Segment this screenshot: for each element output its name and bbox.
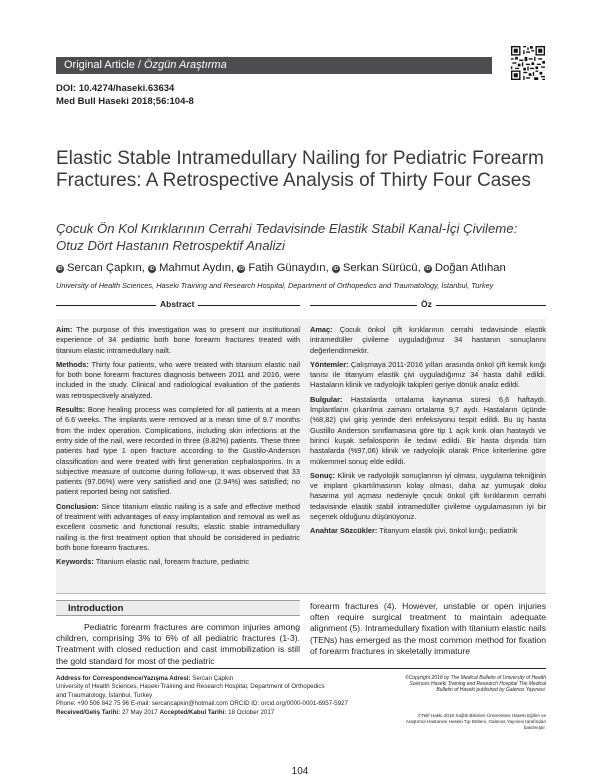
abstract-methods: Methods: Thirty four patients, who were treated with titanium elastic nail for both bone forearm fractures diagnosis between 2011 and 2016, were included in the study. Clinical and radiological evaluation of the patients was retrospectively analyzed. bbox=[56, 359, 301, 400]
article-type-en: Original Article bbox=[64, 59, 135, 71]
copyright-english: ©Copyright 2018 by The Medical Bulletin of University of Health Sciences Haseki Training and Research Hospital The Medical Bulletin of Haseki published by Galenos Yayınevi. bbox=[405, 675, 546, 694]
oz-anahtar-sozcukler: Anahtar Sözcükler: Titanyum elastik çivi, önkol kırığı, pediatrik bbox=[310, 526, 518, 536]
introduction-heading: Introduction bbox=[56, 600, 300, 616]
abstract-heading: Abstract bbox=[56, 299, 300, 311]
author-list bbox=[56, 262, 556, 274]
qr-code-icon bbox=[511, 46, 545, 80]
dates: Received/Geliş Tarihi: 27 May 2017 Accepted/Kabul Tarihi: 18 October 2017 bbox=[56, 708, 275, 716]
oz-yontemler: Yöntemler: Çalışmaya 2011-2016 yılları arasında önkol çift kemik kırığı tanısı ile titanyum elastik çivi uyguladığımız 34 hasta dahil edildi. Hastaların klinik ve radyolojik takipleri geriye dönük analiz edildi. bbox=[310, 359, 546, 390]
abstract-aim: Aim: The purpose of this investigation was to present our institutional experience of 34 pediatric both bone forearm fractures treated with titanium elastic intramedullary nailt. bbox=[56, 325, 300, 355]
abstract-divider bbox=[56, 593, 546, 594]
introduction-text-right: forearm fractures (4). However, unstable or open injuries often require surgical treatment to maintain adequate alignment (5). Intramedullary fixation with titanium elastic nails (TENs) has emerged as the most common method for fixation of forearm fractures in skeletally immature bbox=[310, 601, 546, 656]
article-subtitle: Çocuk Ön Kol Kırıklarının Cerrahi Tedavisinde Elastik Stabil Kanal-İçi Çivileme: Otuz Dört Hastanın Retrospektif Analizi bbox=[56, 221, 518, 253]
author[interactable]: iD Serkan Sürücü, bbox=[333, 262, 421, 274]
orcid-icon[interactable]: iD bbox=[149, 266, 155, 272]
correspondence-line: University of Health Sciences, Haseki Training and Research Hospital, Department of Orthopedics bbox=[56, 683, 325, 691]
abstract-keywords: Keywords: Titanium elastic nail, forearm fracture, pediatric bbox=[56, 557, 250, 567]
correspondence-block bbox=[56, 675, 406, 717]
oz-amac: Amaç: Çocuk önkol çift kırıklarının cerrahi tedavisinde elastik intramedüller çivileme uyguladığımız 34 hastanın sonuçlarını değerlendirmektir. bbox=[310, 325, 546, 355]
orcid-icon[interactable]: iD bbox=[333, 266, 339, 272]
author[interactable]: iD Doğan Atlıhan bbox=[425, 262, 506, 274]
oz-bulgular: Bulgular: Hastalarda ortalama kaynama süresi 6,6 haftaydı. İmplantların çıkarılma zamanı ortalama 9,7 aydı. Hastaların üçünde (%8,82) çivi giriş yerinde deri enfeksiyonu tespit edildi. Bu üç hasta Gustillo Anderson sınıflamasına göre tip 1 açık kırık olan hastaydı ve birinci kuşak sefalosporin ile tedavi edildi. Bir hasta dışında tüm hastalarda (%97,06) klinik ve radyolojik olarak Price kriterlerine göre mükemmel sonuç elde edildi. bbox=[310, 394, 546, 466]
correspondence-header: Address for Correspondence/Yazışma Adresi: Sercan Çapkın bbox=[56, 675, 234, 682]
orcid-icon[interactable]: iD bbox=[238, 266, 244, 272]
page-number: 104 bbox=[291, 766, 309, 777]
copyright-turkish: ©Telif Hakkı 2018 Sağlık Bilimleri Üniversitesi Haseki Eğitim ve Araştırma Hastanesi Haseki Tıp Bülteni, Galenos Yayınevi tarafından basılmıştır. bbox=[405, 713, 546, 730]
abstract-results: Results: Bone healing process was completed for all patients at a mean of 6.6 weeks. The implants were removed at a mean time of 9.7 months from the index operation. Complications, including skin infections at the entry side of the nail, were recorded in three (8.82%) patients. These three patients had type 1 open fracture according to the Gustilo-Anderson classification and were treated with first generation cephalosporins. In a subjective measure of outcome during follow-up, it was observed that 33 patients (97.06%) were very satisfied and one (2.94%) was satisfied; no patient reported being not satisfied. bbox=[56, 405, 300, 497]
oz-sonuc: Sonuç: Klinik ve radyolojik sonuçlarının iyi olması, uygulama tekniğinin ve implant çıkartılmasının kolay olması, daha az yumuşak doku hasarına yol açması nedeniyle çocuk önkol çift kırıklarının cerrahi tedavisinde elastik stabil intramedüller çivileme uygulamasının iyi bir seçenek olduğunu düşünüyoruz. bbox=[310, 470, 546, 522]
orcid-icon[interactable]: iD bbox=[57, 266, 63, 272]
article-type-bar bbox=[56, 57, 492, 74]
introduction-text-left: Pediatric forearm fractures are common injuries among children, comprising 3% to 6% of all pediatric fractures (1-3). Treatment with closed reduction and cast immobilization is still the gold standard for most of the pediatric bbox=[56, 622, 300, 666]
citation: Med Bull Haseki 2018;56:104-8 bbox=[56, 96, 194, 107]
abstract-turkish bbox=[310, 325, 546, 541]
correspondence-line: and Traumatology, İstanbul, Turkey bbox=[56, 691, 153, 699]
affiliation: University of Health Sciences, Haseki Training and Research Hospital, Department of Orthopedics and Traumatology, İstanbul, Turkey bbox=[56, 281, 494, 290]
article-type-separator: / bbox=[137, 59, 141, 71]
author[interactable]: iD Mahmut Aydın, bbox=[149, 262, 235, 274]
abstract-english bbox=[56, 325, 300, 572]
article-title: Elastic Stable Intramedullary Nailing for Pediatric Forearm Fractures: A Retrospective Analysis of Thirty Four Cases bbox=[56, 148, 544, 191]
orcid-icon[interactable]: iD bbox=[425, 266, 431, 272]
correspondence-contact[interactable]: Phone: +90 506 842 75 96 E-mail: sercancapkin@hotmail.com ORCID ID: orcid.org/0000-0001-6957-5927 bbox=[56, 700, 348, 708]
doi[interactable]: DOI: 10.4274/haseki.63634 bbox=[56, 83, 175, 94]
abstract-conclusion: Conclusion: Since titanium elastic nailing is a safe and effective method of treatment with advantages of easy implantation and removal as well as excellent cosmetic and functional results, elastic stable intramedullary nailing is the first treatment option that should be considered in pediatric both bone forearm fractures. bbox=[56, 501, 300, 552]
author[interactable]: iD Sercan Çapkın, bbox=[57, 262, 145, 274]
footer-divider bbox=[56, 668, 546, 669]
oz-heading: Öz bbox=[310, 299, 546, 311]
article-type-tr: Özgün Araştırma bbox=[143, 59, 227, 71]
author[interactable]: iD Fatih Günaydın, bbox=[238, 262, 329, 274]
